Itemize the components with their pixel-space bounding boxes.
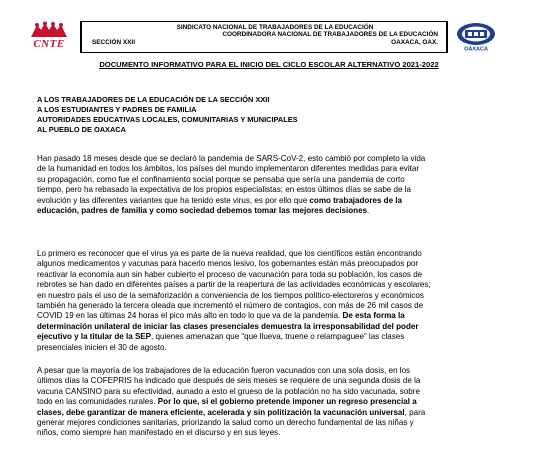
emphasis-text: educación, padres de familia y como sociedad debemos tomar las mejores decisiones bbox=[37, 206, 368, 216]
text-run: , para bbox=[404, 407, 426, 417]
text-run: evolución y las diferentes variantes que ha tenido este virus, es por ello que bbox=[37, 195, 310, 205]
emphasis-text: ejecutivo y la titular de la SEP bbox=[37, 332, 152, 342]
text-run: , quienes amenazan que “que llueva, truene o relampaguee” las clases bbox=[151, 332, 405, 342]
text-line: Han pasado 18 meses desde que se declaró la pandemia de SARS-CoV-2, esto cambió por completo la vida bbox=[37, 154, 426, 163]
addressee-line: AL PUEBLO DE OAXACA bbox=[37, 125, 126, 134]
text-line bbox=[37, 322, 503, 332]
addressee-list bbox=[37, 95, 477, 135]
emphasis-text: determinación unilateral de iniciar las clases presenciales demuestra la irresponsabilidad del poder bbox=[37, 321, 419, 331]
text-line bbox=[37, 311, 503, 321]
paragraph-3 bbox=[37, 366, 503, 439]
text-line bbox=[37, 408, 503, 418]
emphasis-text: clases, debe garantizar de manera eficiente, acelerada y sin politización la vacunación universal bbox=[37, 407, 405, 417]
emphasis-text: como trabajadores de la bbox=[309, 195, 402, 205]
text-line: vacuna CANSINO para su efectividad, aunado a esto el grueso de la población no ha sido vacunada, sobre bbox=[37, 386, 420, 396]
section-xxii-logo bbox=[454, 21, 498, 52]
emphasis-text: De esta forma la bbox=[342, 311, 405, 321]
text-line: también ha generado la tercera oleada que incrementó el número de contagios, con más de 26 mil casos de bbox=[37, 301, 424, 311]
letterhead-box bbox=[80, 21, 448, 53]
text-line: Lo primero es reconocer que el virus ya es parte de la nueva realidad, que los científicos están encontrando bbox=[37, 249, 422, 258]
section-seal-icon bbox=[454, 21, 498, 52]
cnte-logo-graphic bbox=[29, 21, 69, 39]
addressee-line: A LOS ESTUDIANTES Y PADRES DE FAMILIA bbox=[37, 105, 197, 114]
cnte-logo-text: CNTE bbox=[33, 38, 65, 50]
addressee-line: AUTORIDADES EDUCATIVAS LOCALES, COMUNITARIAS Y MUNICIPALES bbox=[37, 115, 298, 124]
coordinator-name: COORDINADORA NACIONAL DE TRABAJADORES DE LA EDUCACIÓN bbox=[222, 31, 438, 38]
text-line bbox=[37, 206, 503, 216]
paragraph-1 bbox=[37, 154, 503, 216]
cnte-logo bbox=[26, 21, 72, 51]
text-line: A pesar que la mayoría de los trabajadores de la educación fueron vacunados con una sola dosis, en los bbox=[37, 366, 411, 375]
emphasis-text: Por lo que, si el gobierno pretende imponer un regreso presencial a bbox=[157, 397, 417, 407]
text-line: últimos días la COFEPRIS ha indicado que después de seis meses se requiere de una segunda dosis de la bbox=[37, 376, 421, 386]
text-line: presenciales inicien el 30 de agosto. bbox=[37, 342, 167, 352]
text-line: tiempo, pero ha rebasado la expectativa de los propios especialistas; en estos últimos días se sabe de la bbox=[37, 185, 411, 195]
text-line: rebrotes se han dado en diferentes países a partir de la reapertura de las actividades económicas y escolares; bbox=[37, 280, 431, 290]
text-line: niños, como siempre han manifestado en el discurso y en sus leyes. bbox=[37, 428, 281, 438]
section-label: SECCIÓN XXII bbox=[92, 39, 135, 46]
union-name: SINDICATO NACIONAL DE TRABAJADORES DE LA EDUCACIÓN bbox=[176, 24, 374, 31]
text-line: reactivar la economía aun sin haber cubierto el proceso de vacunación para toda su población, los casos de bbox=[37, 269, 423, 279]
text-line bbox=[37, 196, 503, 206]
document-title: DOCUMENTO INFORMATIVO PARA EL INICIO DEL CICLO ESCOLAR ALTERNATIVO 2021-2022 bbox=[99, 60, 439, 69]
text-run: todo en las comunidades rurales. bbox=[37, 397, 158, 407]
text-run: COVID 19 en las últimas 24 horas el pico más alto en todo lo que va de la pandemia. bbox=[37, 311, 343, 321]
text-line bbox=[37, 397, 503, 407]
location-label: OAXACA, OAX. bbox=[391, 39, 438, 46]
text-line: generar mejores condiciones sanitarias, priorizando la salud como un derecho fundamental de las niñas y bbox=[37, 418, 414, 428]
text-line: algunos medicamentos y vacunas para hacerlo menos lesivo, los gobernantes están más preocupados por bbox=[37, 259, 419, 269]
text-line: su propagación, como fue el confinamiento social porque se pensaba que sería una pandemia de corto bbox=[37, 174, 405, 184]
letterhead bbox=[26, 21, 500, 52]
seal-text: OAXACA bbox=[464, 46, 488, 52]
paragraph-2 bbox=[37, 249, 503, 353]
text-line bbox=[37, 332, 503, 342]
addressee-line: A LOS TRABAJADORES DE LA EDUCACIÓN DE LA SECCIÓN XXII bbox=[37, 95, 270, 104]
text-line: en nuestro país el uso de la semaforización a conveniencia de los tiempos político-electoreros y económicos bbox=[37, 290, 424, 300]
text-run: . bbox=[367, 206, 370, 216]
text-line: de la humanidad en todos los ámbitos, los países del mundo implementaron diferentes medidas para evitar bbox=[37, 164, 419, 174]
